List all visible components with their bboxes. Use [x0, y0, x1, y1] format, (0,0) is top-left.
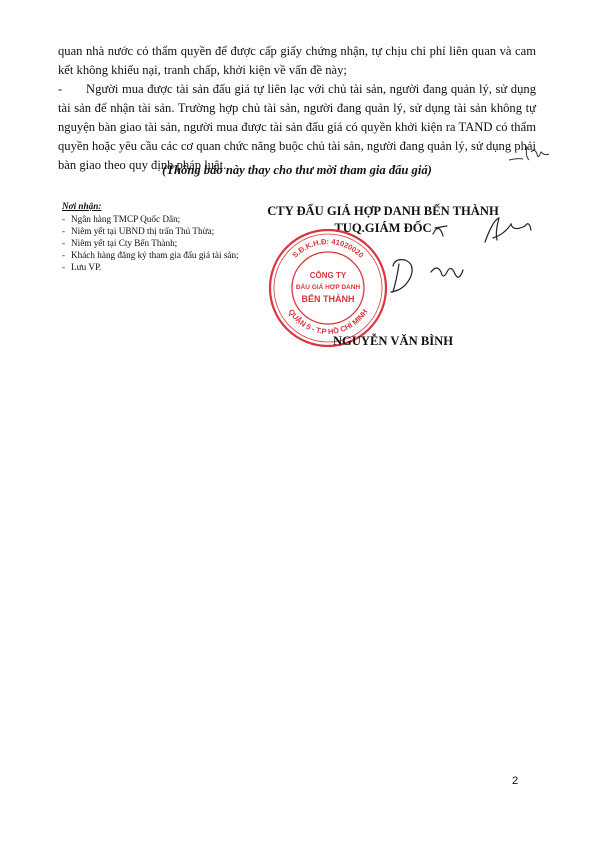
recipients-block [62, 200, 242, 273]
paragraph-2 [58, 80, 536, 175]
paragraph-2-text: Người mua được tài sản đấu giá tự liên lạc với chủ tài sản, người đang quản lý, sử dụng tài sản để nhận tài sản. Trường hợp chủ tài sản, người đang quản lý, sử dụng tài sản không tự nguyện bàn giao tài sản, người mua được tài sản đấu giá có quyền khởi kiện ra TAND có thẩm quyền hoặc yêu cầu các cơ quan chức năng buộc chủ tài sản, người đang quản lý, sử dụng phải bàn giao theo quy định pháp luật. [58, 82, 536, 172]
seal-top-text: S.Đ.K.H.Đ: 41020020 [290, 236, 366, 260]
recipients-title: Nơi nhận: [62, 201, 102, 211]
seal-center-line1: CÔNG TY [309, 271, 347, 280]
handwritten-signature [335, 212, 555, 312]
page-number: 2 [512, 775, 519, 787]
seal-center-line3: BẾN THÀNH [301, 294, 355, 304]
signer-name: NGUYỄN VĂN BÌNH [332, 334, 454, 348]
recipient-item: - Khách hàng đăng ký tham gia đấu giá tài sản; [62, 250, 239, 260]
seal-center-line2: ĐẤU GIÁ HỢP DANH [295, 284, 361, 291]
bullet-dash: - [58, 82, 63, 96]
signer-position: TUQ.GIÁM ĐỐC [334, 221, 432, 235]
paragraph-1: quan nhà nước có thẩm quyền để được cấp giấy chứng nhận, tự chịu chi phí liên quan và cam kết không khiếu nại, tranh chấp, khởi kiện về vấn đề này; [58, 44, 536, 77]
seal-bottom-text: QUẬN 5 - T.P HỒ CHÍ MINH [286, 307, 370, 337]
company-name: CTY ĐẤU GIÁ HỢP DANH BẾN THÀNH [267, 204, 499, 218]
recipient-item: - Lưu VP. [62, 262, 102, 272]
notice-line: (Thông báo này thay cho thư mời tham gia đấu giá) [162, 163, 432, 177]
recipient-item: - Niêm yết tại UBND thị trấn Thủ Thừa; [62, 226, 215, 236]
recipient-item: - Ngân hàng TMCP Quốc Dân; [62, 214, 181, 224]
recipient-item: - Niêm yết tại Cty Bến Thành; [62, 238, 178, 248]
